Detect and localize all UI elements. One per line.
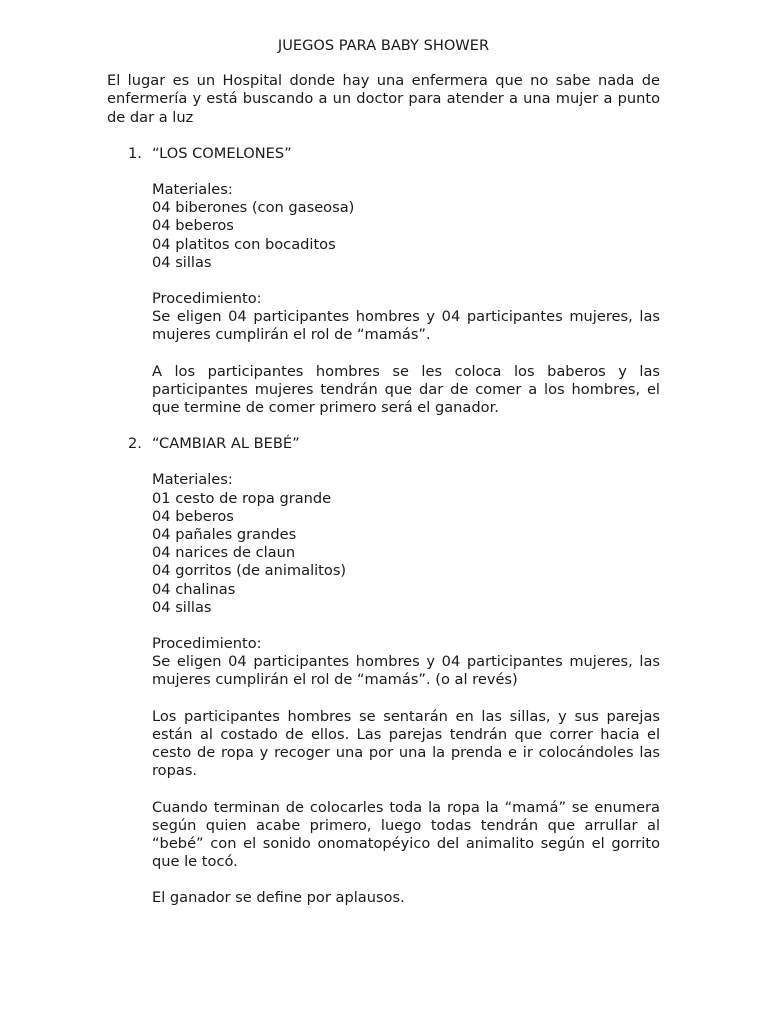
- game-body-2: [107, 471, 660, 907]
- material-item: 04 pañales grandes: [152, 526, 297, 544]
- game-title-2: “CAMBIAR AL BEBÉ”: [152, 435, 300, 453]
- document-page: [107, 37, 660, 926]
- procedure-paragraph: A los participantes hombres se les coloca los baberos y las participantes mujeres tendrán que dar de comer a los hombres, el que termine de comer primero será el ganador.: [152, 362, 660, 417]
- procedure-paragraph: Se eligen 04 participantes hombres y 04 participantes mujeres, las mujeres cumplirán el rol de “mamás”. (o al revés): [152, 653, 660, 689]
- material-item: 04 gorritos (de animalitos): [152, 562, 347, 580]
- materials-label: Materiales:: [152, 181, 233, 199]
- game-body-1: [107, 181, 660, 417]
- intro-paragraph: El lugar es un Hospital donde hay una enfermera que no sabe nada de enfermería y está buscando a un doctor para atender a una mujer a punto de dar a luz: [107, 72, 660, 126]
- procedure-paragraph: Los participantes hombres se sentarán en las sillas, y sus parejas están al costado de ellos. Las parejas tendrán que correr hacia el cesto de ropa y recoger una por una la prenda e ir colocándoles las ropas.: [152, 707, 660, 780]
- document-title: JUEGOS PARA BABY SHOWER: [277, 37, 490, 54]
- material-item: 04 beberos: [152, 217, 234, 235]
- material-item: 04 sillas: [152, 598, 212, 616]
- material-item: 04 biberones (con gaseosa): [152, 199, 355, 217]
- procedure-paragraph: Cuando terminan de colocarles toda la ropa la “mamá” se enumera según quien acabe primero, luego todas tendrán que arrullar al “bebé” con el sonido onomatopéyico del animalito según el gorrito que le tocó.: [152, 798, 660, 871]
- game-section-2: [107, 435, 660, 907]
- game-heading-1: [107, 145, 660, 163]
- procedure-label: Procedimiento:: [152, 635, 262, 653]
- material-item: 04 narices de claun: [152, 544, 296, 562]
- procedure-paragraph: Se eligen 04 participantes hombres y 04 participantes mujeres, las mujeres cumplirán el rol de “mamás”.: [152, 308, 660, 344]
- material-item: 04 sillas: [152, 253, 212, 271]
- procedure-paragraph: El ganador se define por aplausos.: [152, 889, 405, 907]
- game-heading-2: [107, 435, 660, 453]
- materials-label: Materiales:: [152, 471, 233, 489]
- game-number-1: 1.: [128, 144, 142, 162]
- material-item: 01 cesto de ropa grande: [152, 489, 332, 507]
- procedure-label: Procedimiento:: [152, 290, 262, 308]
- game-section-1: [107, 145, 660, 417]
- material-item: 04 platitos con bocaditos: [152, 235, 336, 253]
- game-title-1: “LOS COMELONES”: [152, 144, 292, 162]
- material-item: 04 beberos: [152, 507, 234, 525]
- game-number-2: 2.: [128, 435, 142, 453]
- material-item: 04 chalinas: [152, 580, 236, 598]
